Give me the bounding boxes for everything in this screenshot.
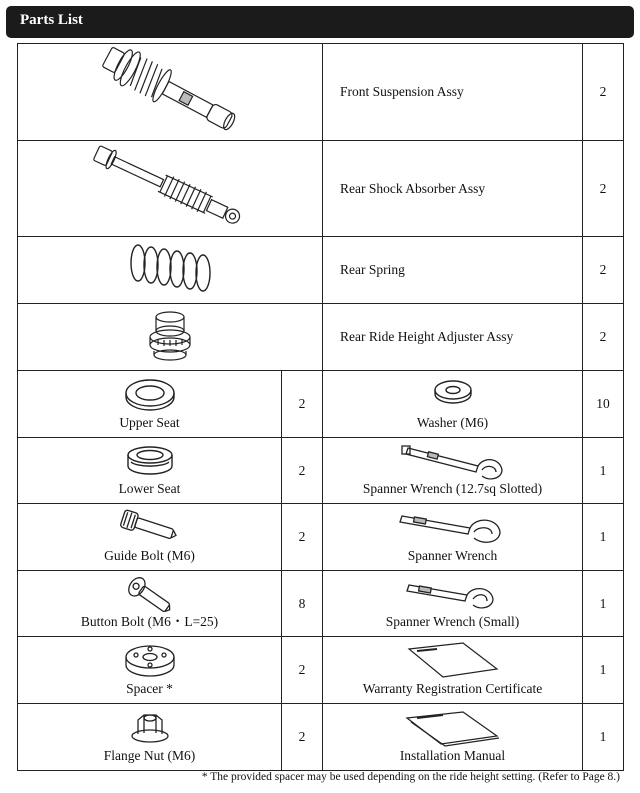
table-row bbox=[18, 637, 624, 704]
part-name: Spanner Wrench bbox=[407, 548, 498, 563]
part-name: Lower Seat bbox=[118, 481, 181, 496]
spanner-wrench-icon bbox=[398, 508, 508, 548]
part-image-cell bbox=[18, 44, 323, 141]
part-name: Warranty Registration Certificate bbox=[362, 681, 543, 696]
part-quantity: 2 bbox=[583, 44, 624, 141]
part-name: Rear Spring bbox=[323, 237, 583, 304]
part-image-cell bbox=[18, 141, 323, 237]
rear-shock-absorber-icon bbox=[85, 142, 255, 232]
part-cell bbox=[323, 637, 583, 704]
part-cell bbox=[323, 504, 583, 571]
part-quantity: 2 bbox=[583, 141, 624, 237]
part-quantity: 2 bbox=[583, 304, 624, 371]
part-cell bbox=[18, 504, 282, 571]
part-cell bbox=[18, 704, 282, 771]
part-quantity: 1 bbox=[583, 438, 624, 504]
part-name: Button Bolt (M6・L=25) bbox=[80, 614, 219, 629]
slotted-spanner-wrench-icon bbox=[398, 442, 508, 482]
upper-seat-icon bbox=[122, 375, 178, 415]
part-quantity: 2 bbox=[282, 371, 323, 438]
parts-table bbox=[17, 43, 624, 771]
part-name: Front Suspension Assy bbox=[323, 44, 583, 141]
part-name: Rear Shock Absorber Assy bbox=[323, 141, 583, 237]
rear-spring-icon bbox=[120, 238, 220, 298]
page-title: Parts List bbox=[20, 12, 83, 28]
table-row bbox=[18, 571, 624, 637]
table-row bbox=[18, 371, 624, 438]
table-row bbox=[18, 438, 624, 504]
part-cell bbox=[323, 571, 583, 637]
footnote: * The provided spacer may be used depending on the ride height setting. (Refer to Page 8.) bbox=[201, 771, 620, 783]
part-quantity: 10 bbox=[583, 371, 624, 438]
washer-icon bbox=[431, 375, 475, 411]
part-name: Installation Manual bbox=[399, 748, 506, 763]
flange-nut-icon bbox=[125, 708, 175, 748]
front-suspension-icon bbox=[85, 45, 255, 135]
part-name: Flange Nut (M6) bbox=[103, 748, 196, 763]
part-cell bbox=[18, 371, 282, 438]
part-quantity: 1 bbox=[583, 504, 624, 571]
part-cell bbox=[18, 438, 282, 504]
part-name: Spanner Wrench (12.7sq Slotted) bbox=[362, 481, 543, 496]
part-name: Washer (M6) bbox=[416, 415, 489, 430]
part-quantity: 2 bbox=[282, 504, 323, 571]
lower-seat-icon bbox=[122, 442, 178, 482]
table-row bbox=[18, 141, 624, 237]
spacer-icon bbox=[120, 641, 180, 681]
part-quantity: 1 bbox=[583, 571, 624, 637]
part-name: Rear Ride Height Adjuster Assy bbox=[323, 304, 583, 371]
part-image-cell bbox=[18, 304, 323, 371]
table-row bbox=[18, 504, 624, 571]
warranty-certificate-icon bbox=[403, 641, 503, 681]
part-name: Upper Seat bbox=[119, 415, 180, 430]
table-row bbox=[18, 304, 624, 371]
part-quantity: 2 bbox=[282, 637, 323, 704]
small-spanner-wrench-icon bbox=[403, 575, 503, 615]
part-cell bbox=[18, 637, 282, 704]
table-row bbox=[18, 704, 624, 771]
part-quantity: 8 bbox=[282, 571, 323, 637]
installation-manual-icon bbox=[403, 708, 503, 748]
part-image-cell bbox=[18, 237, 323, 304]
part-name: Guide Bolt (M6) bbox=[104, 548, 195, 563]
ride-height-adjuster-icon bbox=[140, 305, 200, 365]
part-cell bbox=[323, 438, 583, 504]
part-quantity: 2 bbox=[282, 704, 323, 771]
table-row bbox=[18, 44, 624, 141]
part-cell bbox=[18, 571, 282, 637]
table-row bbox=[18, 237, 624, 304]
parts-list-header bbox=[6, 6, 634, 38]
guide-bolt-icon bbox=[115, 508, 185, 548]
part-quantity: 2 bbox=[282, 438, 323, 504]
part-quantity: 1 bbox=[583, 637, 624, 704]
part-quantity: 2 bbox=[583, 237, 624, 304]
part-quantity: 1 bbox=[583, 704, 624, 771]
part-cell bbox=[323, 371, 583, 438]
part-cell bbox=[323, 704, 583, 771]
part-name: Spacer * bbox=[126, 681, 173, 696]
part-name: Spanner Wrench (Small) bbox=[385, 614, 520, 629]
